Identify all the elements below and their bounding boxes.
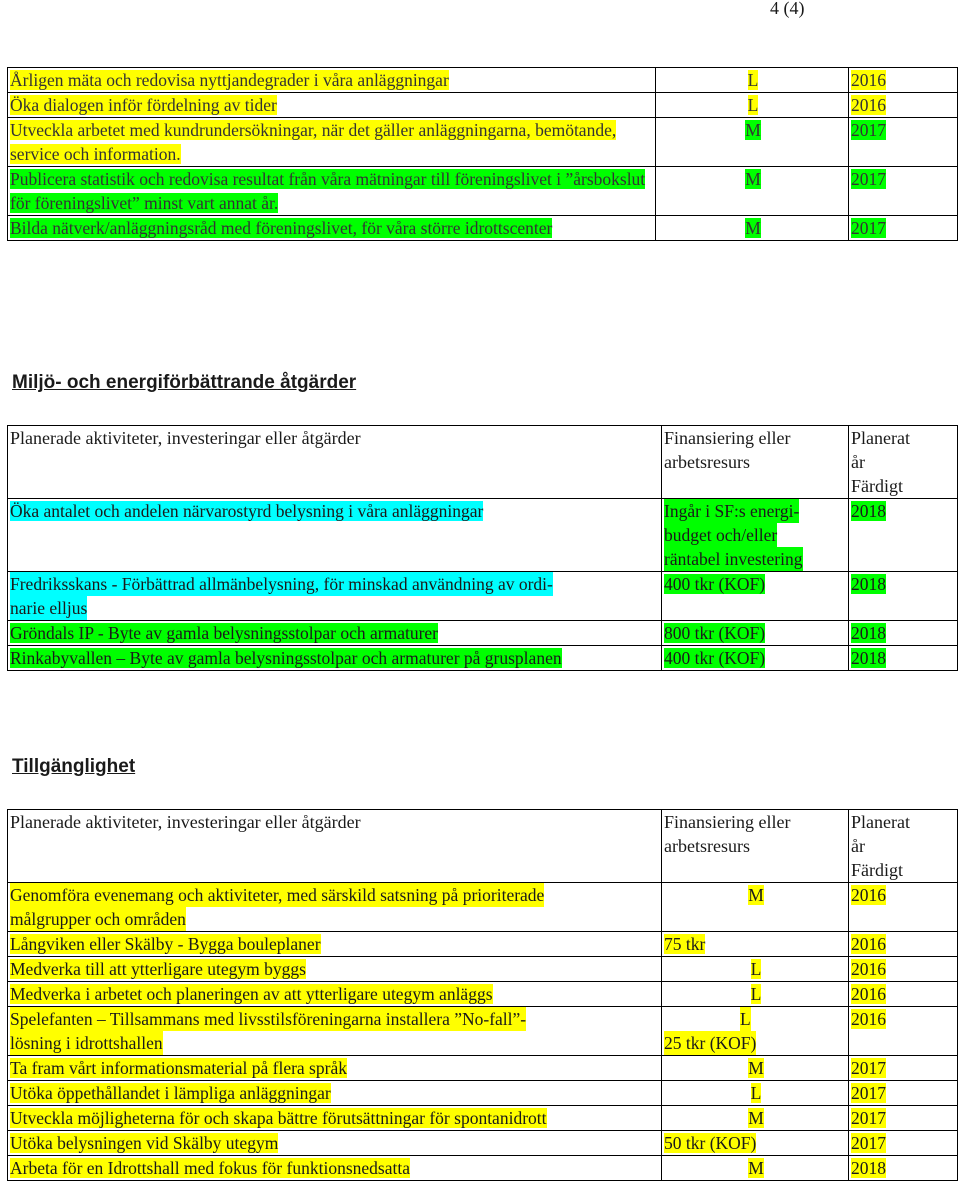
activity-cell: Öka dialogen inför fördelning av tider — [10, 95, 277, 115]
table-row — [8, 118, 958, 167]
year-cell: 2017 — [851, 1133, 886, 1153]
year-cell: 2018 — [851, 623, 886, 643]
activity-cell: Fredriksskans - Förbättrad allmänbelysning, för minskad användning av ordi- narie elljus — [8, 572, 662, 621]
year-cell: 2017 — [851, 169, 886, 189]
funding-cell: M — [748, 1158, 764, 1178]
year-cell: 2016 — [851, 984, 886, 1004]
activity-cell: Arbeta för en Idrottshall med fokus för funktionsnedsatta — [10, 1158, 410, 1178]
funding-cell: 75 tkr — [664, 934, 706, 954]
column-header-activity: Planerade aktiviteter, investeringar eller åtgärder — [8, 426, 662, 499]
year-cell: 2017 — [851, 1083, 886, 1103]
year-cell: 2016 — [851, 959, 886, 979]
activity-cell: Genomföra evenemang och aktiviteter, med särskild satsning på prioriterade målgrupper och områden — [8, 883, 662, 932]
activity-cell: Medverka i arbetet och planeringen av att ytterligare utegym anläggs — [10, 984, 493, 1004]
activity-cell: Utöka öppethållandet i lämpliga anläggningar — [10, 1083, 331, 1103]
funding-cell: M — [748, 885, 764, 905]
year-cell: 2017 — [851, 120, 886, 140]
table-row — [8, 957, 958, 982]
table-row — [8, 1081, 958, 1106]
page-number: 4 (4) — [770, 0, 805, 18]
activity-cell: Gröndals IP - Byte av gamla belysningsstolpar och armaturer — [10, 623, 438, 643]
activity-cell: Långviken eller Skälby - Bygga bouleplaner — [10, 934, 321, 954]
table-row — [8, 1007, 958, 1056]
funding-cell: 50 tkr (KOF) — [664, 1133, 757, 1153]
activity-cell: Publicera statistik och redovisa resultat från våra mätningar till föreningslivet i ”årsbokslut för föreningslivet” minst vart annat år. — [10, 169, 646, 213]
activity-cell: Utöka belysningen vid Skälby utegym — [10, 1133, 279, 1153]
year-cell: 2016 — [851, 1009, 886, 1029]
priority-cell: M — [745, 169, 761, 189]
funding-cell: M — [748, 1058, 764, 1078]
table-row — [8, 1156, 958, 1181]
table-row — [8, 932, 958, 957]
priority-cell: L — [747, 95, 759, 115]
table-row — [8, 982, 958, 1007]
funding-cell: L — [750, 1083, 762, 1103]
goals-table — [7, 67, 958, 241]
activity-cell: Utveckla möjligheterna för och skapa bättre förutsättningar för spontanidrott — [10, 1108, 547, 1128]
priority-cell: M — [745, 120, 761, 140]
column-header-funding: Finansiering eller arbetsresurs — [662, 810, 849, 883]
column-header-funding: Finansiering eller arbetsresurs — [662, 426, 849, 499]
activity-cell: Utveckla arbetet med kundrundersökningar, när det gäller anläggningarna, bemötande, service och information. — [10, 120, 617, 164]
funding-cell: M — [748, 1108, 764, 1128]
table-row — [8, 216, 958, 241]
activity-cell: Medverka till att ytterligare utegym byggs — [10, 959, 306, 979]
year-cell: 2016 — [851, 885, 886, 905]
funding-cell: L 25 tkr (KOF) — [662, 1007, 849, 1056]
year-cell: 2016 — [851, 95, 886, 115]
activity-cell: Bilda nätverk/anläggningsråd med föreningslivet, för våra större idrottscenter — [10, 218, 553, 238]
table-header-row — [8, 810, 958, 883]
table-row — [8, 499, 958, 572]
year-cell: 2018 — [851, 1158, 886, 1178]
table-row — [8, 572, 958, 621]
activity-cell: Årligen mäta och redovisa nyttjandegrader i våra anläggningar — [10, 70, 449, 90]
year-cell: 2018 — [851, 574, 886, 594]
table-row — [8, 1056, 958, 1081]
year-cell: 2018 — [851, 501, 886, 521]
year-cell: 2017 — [851, 1108, 886, 1128]
funding-cell: 800 tkr (KOF) — [664, 623, 766, 643]
section-title-miljo: Miljö- och energiförbättrande åtgärder — [12, 372, 357, 393]
year-cell: 2016 — [851, 934, 886, 954]
table-row — [8, 1106, 958, 1131]
activity-cell: Spelefanten – Tillsammans med livsstilsföreningarna installera ”No-fall”- lösning i idrottshallen — [8, 1007, 662, 1056]
funding-cell: Ingår i SF:s energi- budget och/eller räntabel investering — [662, 499, 849, 572]
year-cell: 2017 — [851, 1058, 886, 1078]
funding-cell: L — [750, 984, 762, 1004]
table-row — [8, 883, 958, 932]
column-header-activity: Planerade aktiviteter, investeringar eller åtgärder — [8, 810, 662, 883]
column-header-year: Planerat år Färdigt — [849, 426, 958, 499]
table-row — [8, 68, 958, 93]
funding-cell: 400 tkr (KOF) — [664, 574, 766, 594]
year-cell: 2016 — [851, 70, 886, 90]
accessibility-table — [7, 809, 958, 1181]
year-cell: 2017 — [851, 218, 886, 238]
table-row — [8, 93, 958, 118]
priority-cell: L — [747, 70, 759, 90]
activity-cell: Ta fram vårt informationsmaterial på flera språk — [10, 1058, 347, 1078]
table-header-row — [8, 426, 958, 499]
year-cell: 2018 — [851, 648, 886, 668]
table-row — [8, 621, 958, 646]
table-row — [8, 646, 958, 671]
activity-cell: Öka antalet och andelen närvarostyrd belysning i våra anläggningar — [10, 501, 484, 521]
table-row — [8, 167, 958, 216]
funding-cell: 400 tkr (KOF) — [664, 648, 766, 668]
table-row — [8, 1131, 958, 1156]
activity-cell: Rinkabyvallen – Byte av gamla belysningsstolpar och armaturer på grusplanen — [10, 648, 562, 668]
priority-cell: M — [745, 218, 761, 238]
environment-table — [7, 425, 958, 671]
column-header-year: Planerat år Färdigt — [849, 810, 958, 883]
funding-cell: L — [750, 959, 762, 979]
section-title-tillganglighet: Tillgänglighet — [12, 756, 136, 777]
